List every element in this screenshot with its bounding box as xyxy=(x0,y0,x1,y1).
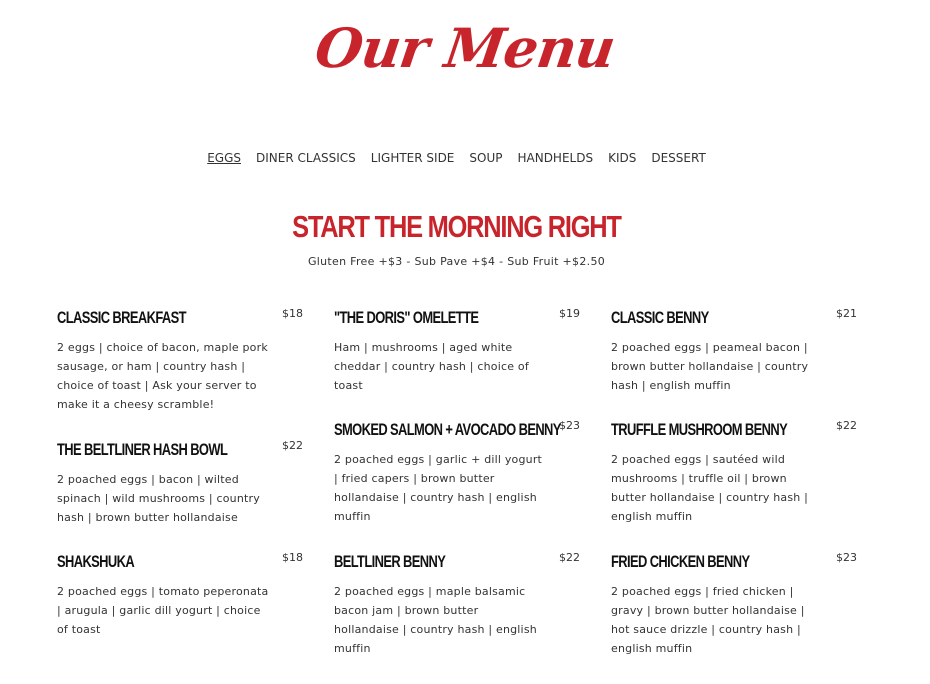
item-price: $18 xyxy=(282,551,303,564)
item-price: $21 xyxy=(836,307,857,320)
menu-item xyxy=(57,550,303,639)
menu-item xyxy=(334,306,580,395)
item-name: CLASSIC BREAKFAST xyxy=(57,308,186,327)
item-price: $18 xyxy=(282,307,303,320)
item-price: $23 xyxy=(836,551,857,564)
menu-item xyxy=(611,306,857,395)
item-price: $22 xyxy=(836,419,857,432)
tab-kids[interactable]: KIDS xyxy=(608,151,637,165)
item-description: 2 poached eggs | garlic + dill yogurt | fried capers | brown butter hollandaise | country hash | english muffin xyxy=(334,453,543,523)
item-name: SHAKSHUKA xyxy=(57,552,135,571)
item-name: FRIED CHICKEN BENNY xyxy=(611,552,750,571)
item-name: TRUFFLE MUSHROOM BENNY xyxy=(611,420,788,439)
item-price: $19 xyxy=(559,307,580,320)
item-price: $22 xyxy=(282,439,303,452)
page-title: Our Menu xyxy=(311,16,619,80)
menu-category-tabs xyxy=(0,151,913,165)
tab-lighter-side[interactable]: LIGHTER SIDE xyxy=(370,151,455,165)
item-description: 2 eggs | choice of bacon, maple pork sausage, or ham | country hash | choice of toast | Ask your server to make it a cheesy scramble! xyxy=(57,341,268,411)
tab-diner-classics[interactable]: DINER CLASSICS xyxy=(255,151,356,165)
tab-dessert[interactable]: DESSERT xyxy=(651,151,706,165)
item-description: 2 poached eggs | sautéed wild mushrooms | truffle oil | brown butter hollandaise | country hash | english muffin xyxy=(611,453,809,523)
item-description: 2 poached eggs | fried chicken | gravy | brown butter hollandaise | hot sauce drizzle | country hash | english muffin xyxy=(611,585,805,655)
menu-item xyxy=(334,550,580,658)
menu-item xyxy=(334,418,580,526)
section-subtitle: Gluten Free +$3 - Sub Pave +$4 - Sub Fruit +$2.50 xyxy=(307,255,606,268)
menu-item xyxy=(57,306,303,414)
item-name: "THE DORIS" OMELETTE xyxy=(334,308,479,327)
item-name: SMOKED SALMON + AVOCADO BENNY xyxy=(334,420,561,439)
tab-soup[interactable]: SOUP xyxy=(469,151,503,165)
item-description: 2 poached eggs | tomato peperonata | arugula | garlic dill yogurt | choice of toast xyxy=(57,585,269,636)
item-description: 2 poached eggs | peameal bacon | brown butter hollandaise | country hash | english muffin xyxy=(611,341,809,392)
item-price: $22 xyxy=(559,551,580,564)
menu-item xyxy=(57,438,303,527)
item-name: CLASSIC BENNY xyxy=(611,308,709,327)
item-description: 2 poached eggs | maple balsamic bacon jam | brown butter hollandaise | country hash | english muffin xyxy=(334,585,537,655)
item-name: BELTLINER BENNY xyxy=(334,552,446,571)
section-title: START THE MORNING RIGHT xyxy=(292,209,621,244)
tab-eggs[interactable]: EGGS xyxy=(207,151,241,165)
menu-item xyxy=(611,550,857,658)
item-price: $23 xyxy=(559,419,580,432)
item-name: THE BELTLINER HASH BOWL xyxy=(57,440,228,459)
item-description: Ham | mushrooms | aged white cheddar | country hash | choice of toast xyxy=(334,341,529,392)
item-description: 2 poached eggs | bacon | wilted spinach | wild mushrooms | country hash | brown butter hollandaise xyxy=(57,473,260,524)
tab-handhelds[interactable]: HANDHELDS xyxy=(517,151,594,165)
menu-item xyxy=(611,418,857,526)
